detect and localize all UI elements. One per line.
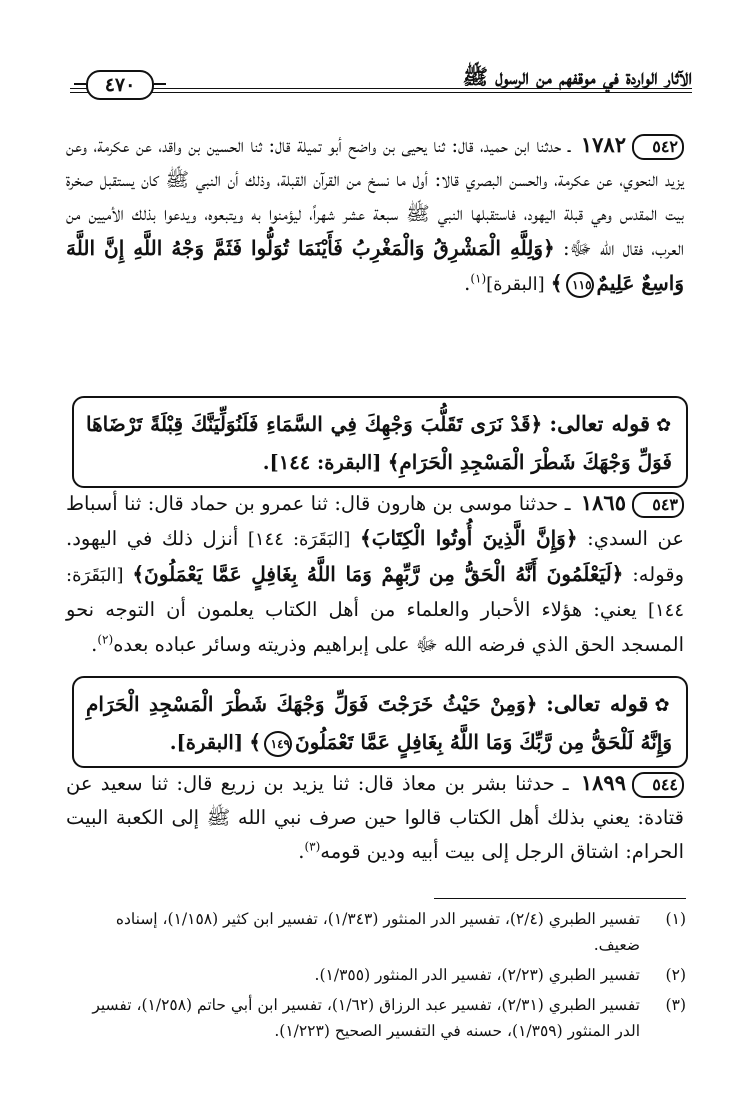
header-title: الآثار الواردة في موقفهم من الرسول ﷺ <box>462 64 692 89</box>
hadith-text: أنزل ذلك في اليهود. وقوله: <box>66 527 685 586</box>
page-number: ٤٧٠ <box>86 70 154 100</box>
running-header <box>70 62 692 106</box>
sentence-end: . <box>298 840 305 863</box>
footnote-separator <box>434 898 686 899</box>
entry-badge: ٥٤٤ <box>632 772 684 798</box>
hadith-text: ـ حدثنا ابن حميد، قال: ثنا يحيى بن واضح أبو تميلة قال: ثنا الحسين بن واقد، عن عكرمة، وعن يزيد النحوي، عن عكرمة، والحسن البصري قالا: أول ما نسخ من القرآن القبلة، وذلك أن النبي ﷺ كان يستقبل صخرة بيت المقدس وهي قبلة اليهود، فاستقبلها النبي ﷺ سبعة عشر شهراً، ليؤمنوا به ويتبعوه، ويدعوا بذلك الأميين من العرب، فقال الله ﷻ: <box>66 134 684 260</box>
quran-verse: ﴿قَدْ نَرَى تَقَلُّبَ وَجْهِكَ فِي السَّمَاءِ فَلَنُوَلِّيَنَّكَ قِبْلَةً تَرْضَاهَا فَوَلِّ وَجْهَكَ شَطْرَ الْمَسْجِدِ الْحَرَامِ﴾ <box>86 412 672 474</box>
verse-heading-lead: قوله تعالى: <box>549 411 651 436</box>
flower-icon: ✿ <box>654 695 672 716</box>
footnotes <box>66 906 686 1048</box>
sentence-end: . <box>91 633 98 656</box>
footnote-item <box>66 962 686 988</box>
verse-heading-box <box>72 396 688 488</box>
hadith-entry-543 <box>66 486 684 662</box>
ayah-number-marker: ١٤٩ <box>264 731 292 757</box>
surah-reference: [البقرة] <box>486 274 545 295</box>
entry-badge: ٥٤٣ <box>632 492 684 518</box>
hadith-entry-544 <box>66 766 684 869</box>
ayah-number-marker: ١١٥ <box>566 272 594 298</box>
header-rule-double <box>70 92 692 93</box>
sentence-end: . <box>464 272 471 295</box>
footnote-reference[interactable]: (٢) <box>97 632 114 647</box>
flower-icon: ✿ <box>656 415 673 436</box>
quran-verse: ﴿وَلِلَّهِ الْمَشْرِقُ وَالْمَغْرِبُ فَأَيْنَمَا تُوَلُّوا فَثَمَّ وَجْهُ اللَّهِ إِنَّ اللَّهَ وَاسِعٌ عَلِيمٌ <box>66 236 684 295</box>
footnote-number: (١) <box>665 910 686 928</box>
footnote-item <box>66 992 686 1044</box>
footnote-number: (٢) <box>665 966 686 984</box>
surah-reference: [البَقَرَة: ١٤٤] <box>66 565 685 621</box>
footnote-number: (٣) <box>665 996 686 1014</box>
footnote-reference[interactable]: (٣) <box>304 839 321 854</box>
header-rule <box>70 88 692 89</box>
quran-verse-end: ﴾ <box>550 271 563 295</box>
verse-heading-lead: قوله تعالى: <box>546 691 649 716</box>
footnote-text: تفسير الطبري (٢/٤)، تفسير الدر المنثور (١/٣٤٣)، تفسير ابن كثير (١/١٥٨)، إسناده ضعيف. <box>115 910 640 954</box>
footnote-text: تفسير الطبري (٢/٣١)، تفسير عبد الرزاق (١/٦٢)، تفسير ابن أبي حاتم (١/٢٥٨)، تفسير الدر المنثور (١/٣٥٩)، حسنه في التفسير الصحيح (١/٢٢٣). <box>92 996 640 1040</box>
footnote-text: تفسير الطبري (٢/٢٣)، تفسير الدر المنثور (١/٣٥٥). <box>314 966 640 984</box>
entry-badge: ٥٤٢ <box>632 134 684 160</box>
quran-verse: ﴿لَيَعْلَمُونَ أَنَّهُ الْحَقُّ مِن رَّبِّهِمْ وَمَا اللَّهُ بِغَافِلٍ عَمَّا يَعْمَلُونَ﴾ <box>132 562 624 586</box>
quran-verse: ﴿وَإِنَّ الَّذِينَ أُوتُوا الْكِتَابَ﴾ <box>360 526 578 550</box>
hadith-number: ١٨٩٩ <box>580 770 626 795</box>
hadith-text: يعني: هؤلاء الأحبار والعلماء من أهل الكتاب يعلمون أن التوجه نحو المسجد الحق الذي فرضه الله ﷻ على إبراهيم وذريته وسائر عباده بعده <box>66 598 684 656</box>
hadith-text: ـ حدثنا بشر بن معاذ قال: ثنا يزيد بن زريع قال: ثنا سعيد عن قتادة: يعني بذلك أهل الكتاب قالوا حين صرف نبي الله ﷺ إلى الكعبة البيت الحرام: اشتاق الرجل إلى بيت أبيه ودين قومه <box>66 772 684 863</box>
surah-reference: [البقرة]. <box>169 731 244 754</box>
hadith-entry-542 <box>66 128 684 302</box>
hadith-number: ١٧٨٢ <box>580 132 626 157</box>
verse-heading-box <box>72 676 688 768</box>
hadith-text: ـ حدثنا موسى بن هارون قال: ثنا عمرو بن حماد قال: ثنا أسباط عن السدي: <box>66 492 684 550</box>
quran-verse: ﴿وَمِنْ حَيْثُ خَرَجْتَ فَوَلِّ وَجْهَكَ شَطْرَ الْمَسْجِدِ الْحَرَامِ وَإِنَّهُ لَلْحَقُّ مِن رَّبِّكَ وَمَا اللَّهُ بِغَافِلٍ عَمَّا تَعْمَلُونَ <box>86 692 672 754</box>
surah-reference: [البَقَرَة: ١٤٤] <box>247 529 351 550</box>
quran-verse-end: ﴾ <box>249 730 261 754</box>
footnote-item <box>66 906 686 958</box>
surah-reference: [البقرة: ١٤٤]. <box>262 451 382 474</box>
hadith-number: ١٨٦٥ <box>580 490 626 515</box>
footnote-reference[interactable]: (١) <box>470 271 487 286</box>
